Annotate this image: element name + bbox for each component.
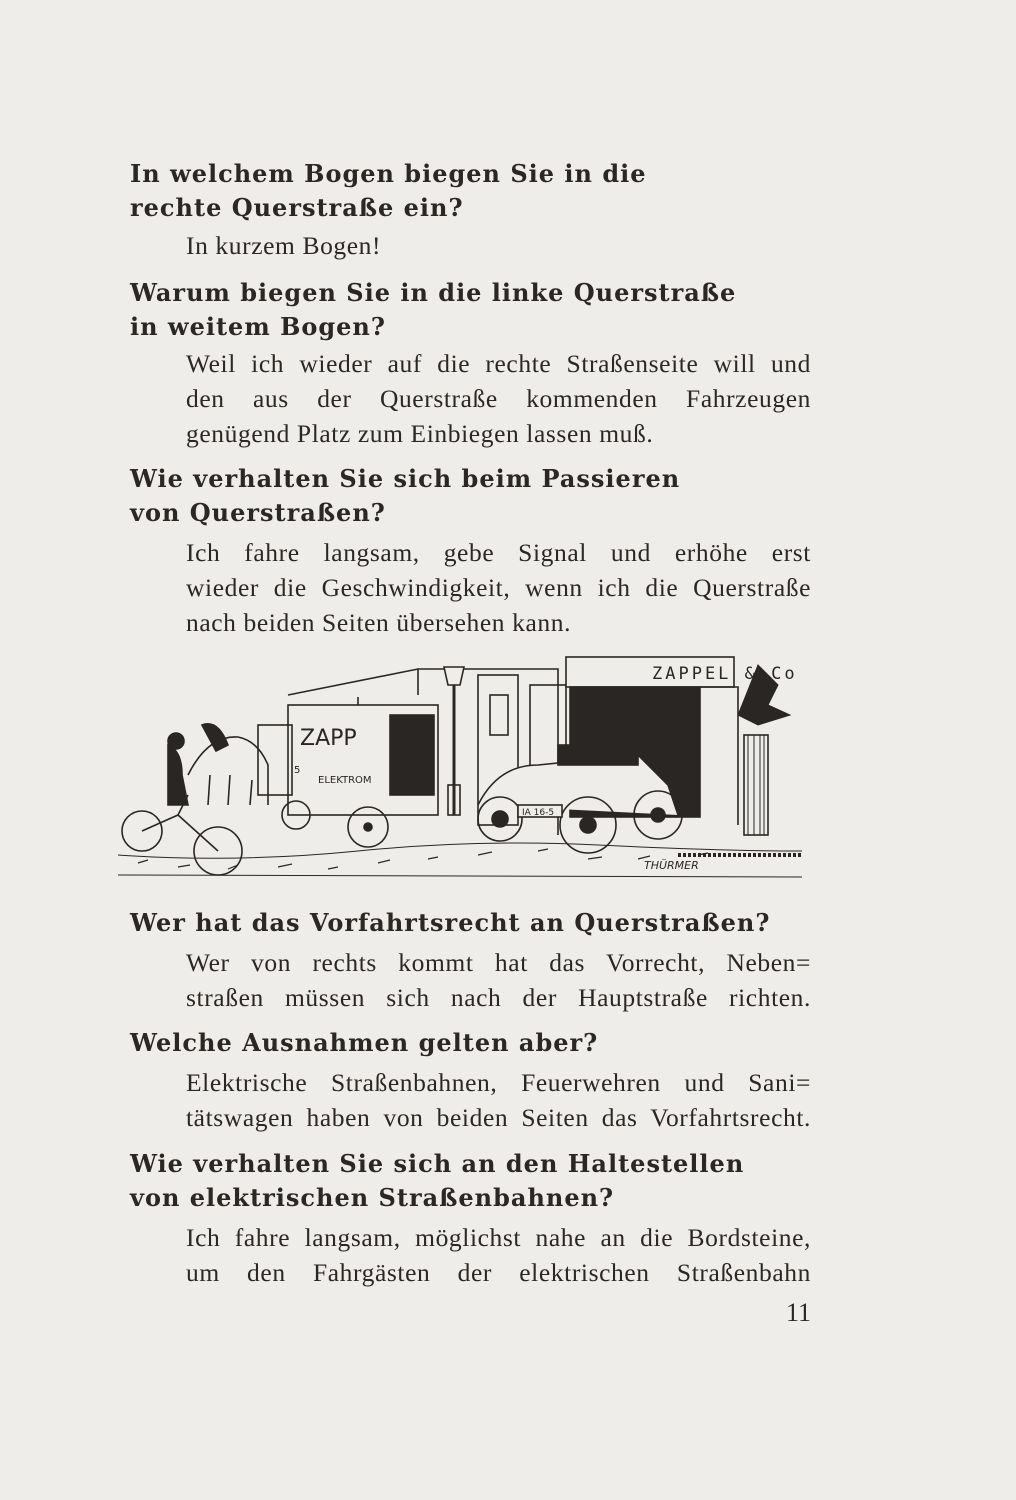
license-plate: IA 16-5 — [522, 808, 555, 818]
answer-line: den aus der Querstraße kommenden Fahrzeugen — [186, 384, 811, 413]
answer-line: nach beiden Seiten übersehen kann. — [186, 608, 572, 637]
answer-line: um den Fahrgästen der elektrischen Straßenbahn — [186, 1258, 811, 1287]
answer-line: Wer von rechts kommt hat das Vorrecht, Neben= — [186, 948, 811, 977]
question-line: Welche Ausnahmen gelten aber? — [130, 1028, 599, 1057]
answer-6 — [186, 1220, 811, 1290]
van-number: 5 — [294, 765, 301, 776]
question-line: Wie verhalten Sie sich an den Haltestellen — [130, 1149, 745, 1178]
question-line: Warum biegen Sie in die linke Querstraße — [130, 278, 737, 307]
answer-2 — [186, 346, 811, 451]
question-line: Wie verhalten Sie sich beim Passieren — [130, 464, 681, 493]
question-2 — [130, 276, 736, 344]
answer-5 — [186, 1065, 811, 1135]
question-line: Wer hat das Vorfahrtsrecht an Querstraßen? — [130, 908, 771, 937]
page-number: 11 — [786, 1298, 812, 1327]
question-4 — [130, 906, 770, 940]
question-line: rechte Querstraße ein? — [130, 193, 464, 222]
question-line: von elektrischen Straßenbahnen? — [130, 1183, 615, 1212]
answer-1 — [186, 228, 811, 263]
question-5 — [130, 1026, 598, 1060]
answer-line: Ich fahre langsam, möglichst nahe an die Bordsteine, — [186, 1223, 811, 1252]
answer-line: straßen müssen sich nach der Hauptstraße richten. — [186, 983, 811, 1012]
question-3 — [130, 462, 680, 530]
answer-line: Elektrische Straßenbahnen, Feuerwehren und Sani= — [186, 1068, 811, 1097]
shop-sign-text: ZAPPEL & Co — [652, 664, 798, 684]
answer-line: In kurzem Bogen! — [186, 231, 382, 260]
answer-line: genügend Platz zum Einbiegen lassen muß. — [186, 419, 654, 448]
answer-line: Ich fahre langsam, gebe Signal und erhöhe erst — [186, 538, 811, 567]
question-line: in weitem Bogen? — [130, 312, 386, 341]
question-line: von Querstraßen? — [130, 498, 386, 527]
van-sign-text: ZAPP — [300, 726, 357, 751]
answer-line: wieder die Geschwindigkeit, wenn ich die Querstraße — [186, 573, 811, 602]
answer-line: Weil ich wieder auf die rechte Straßenseite will und — [186, 349, 811, 378]
van-subtext: ELEKTROM — [318, 775, 372, 786]
question-1 — [130, 157, 647, 225]
question-line: In welchem Bogen biegen Sie in die — [130, 159, 647, 188]
question-6 — [130, 1147, 744, 1215]
street-scene-illustration — [118, 655, 802, 887]
answer-4 — [186, 945, 811, 1015]
answer-line: tätswagen haben von beiden Seiten das Vorfahrtsrecht. — [186, 1103, 811, 1132]
answer-3 — [186, 535, 811, 640]
artist-signature: THÜRMER — [644, 859, 699, 872]
